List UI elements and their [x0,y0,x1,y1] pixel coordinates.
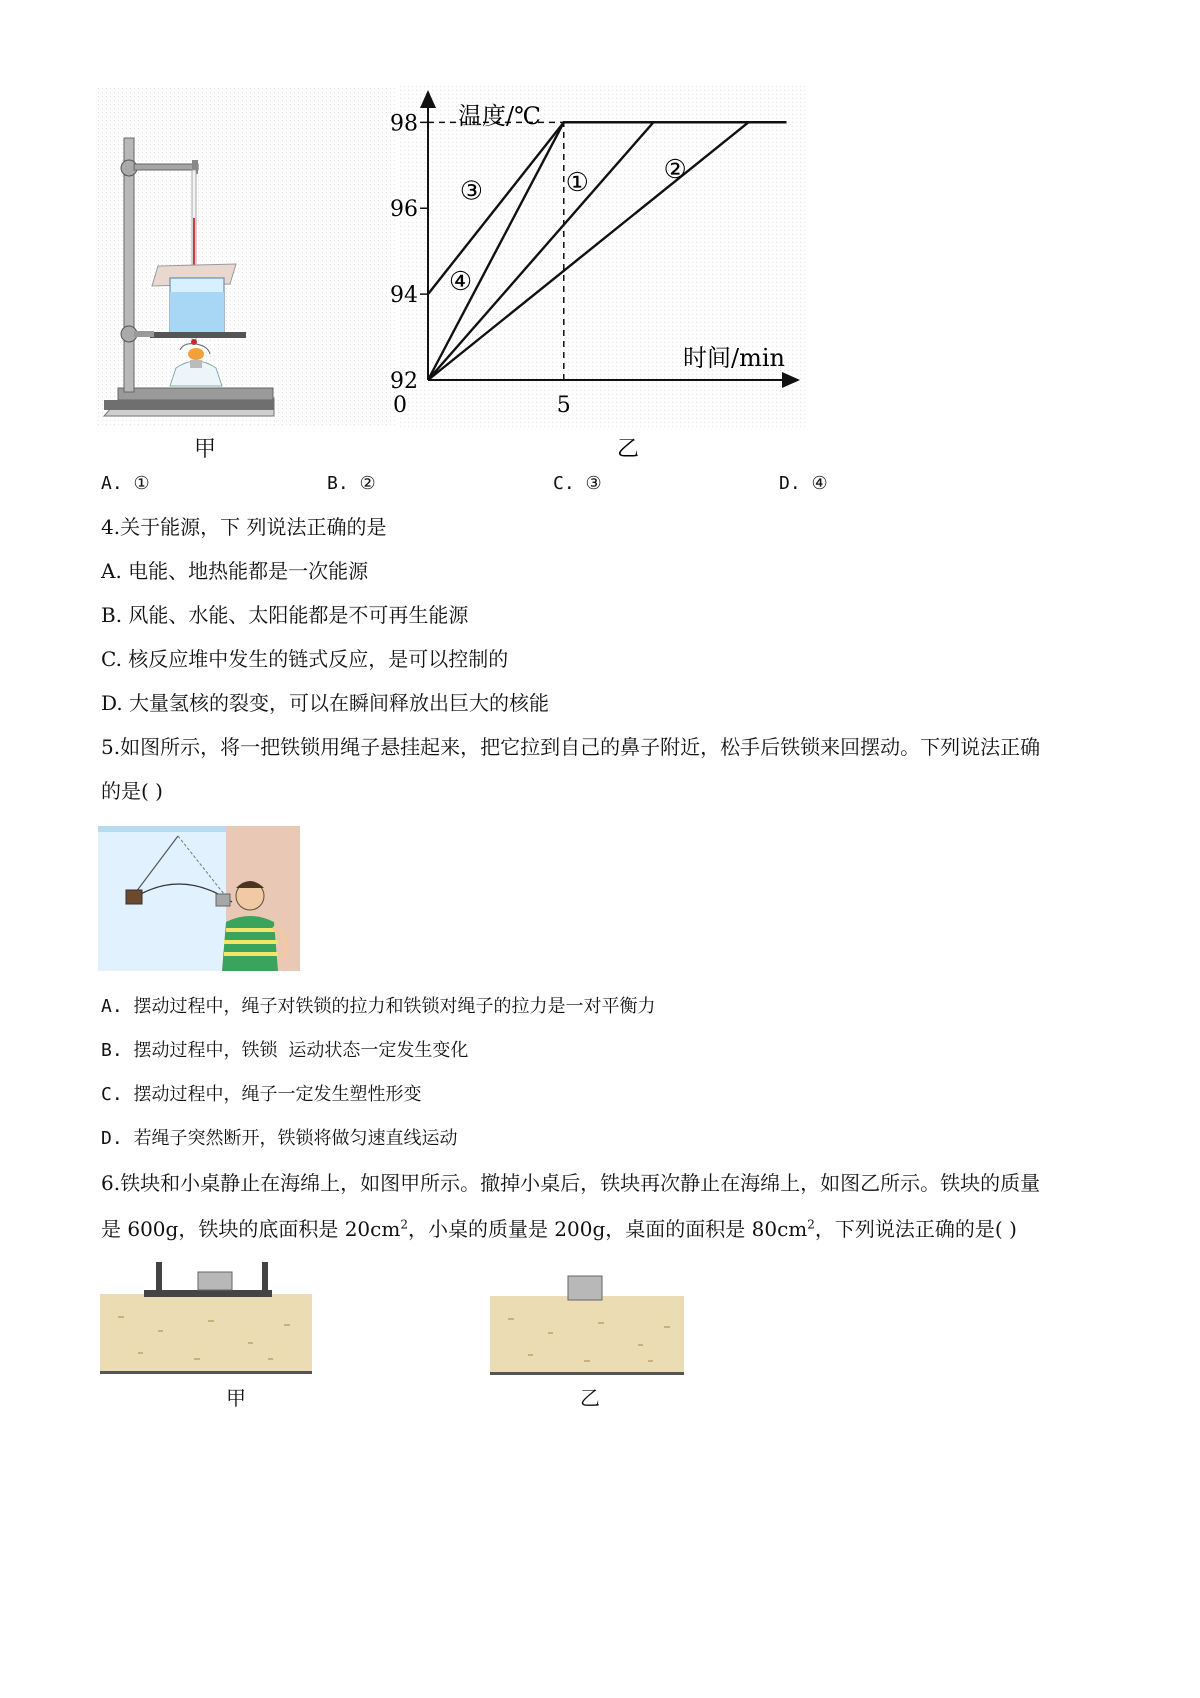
series-label-4: ② [663,155,687,186]
q6-unit-sup2: 2 [807,1217,815,1232]
x-tick-label-0: 0 [393,393,407,418]
q5-option-d[interactable]: D. 若绳子突然断开，铁锁将做匀速直线运动 [101,1128,458,1149]
q6-stem-line1: 6.铁块和小桌静止在海绵上，如图甲所示。撤掉小桌后，铁块再次静止在海绵上，如图乙所示。铁块的质量 [101,1171,1041,1195]
q4-stem: 4.关于能源，下 列说法正确的是 [101,515,387,539]
series-label-2: ④ [448,266,473,297]
q3-option-b[interactable]: B. ② [327,473,376,494]
q3-option-c[interactable]: C. ③ [553,473,602,494]
q6-figure-yi-caption: 乙 [580,1386,600,1410]
q5-pendulum-illustration [98,826,300,971]
q6-figure-jia [98,1258,314,1408]
y-tick-label-98: 98 [390,111,418,137]
figure-jia-apparatus [98,88,398,460]
q5-stem-line1: 5.如图所示，将一把铁锁用绳子悬挂起来，把它拉到自己的鼻子附近，松手后铁锁来回摆动。下列说法正确 [101,735,1041,759]
q6-figure-yi [488,1258,686,1408]
q3-option-d[interactable]: D. ④ [779,473,828,494]
q5-option-b[interactable]: B. 摆动过程中，铁锁 运动状态一定发生变化 [101,1040,469,1061]
q5-option-a[interactable]: A. 摆动过程中，绳子对铁锁的拉力和铁锁对绳子的拉力是一对平衡力 [101,996,656,1017]
q3-option-a[interactable]: A. ① [101,473,150,494]
figure-jia-caption: 甲 [194,437,217,462]
q5-option-c[interactable]: C. 摆动过程中，绳子一定发生塑性形变 [101,1084,422,1105]
temperature-time-chart [390,86,808,464]
q6-stem-part2: ，小桌的质量是 200g，桌面的面积是 80cm [407,1217,808,1241]
x-axis-label: 时间/min [683,344,785,372]
q4-option-a[interactable]: A. 电能、地热能都是一次能源 [101,559,369,583]
series-label-1: ③ [459,176,484,207]
q6-stem-part1: 是 600g，铁块的底面积是 20cm [101,1217,401,1241]
q6-stem-line2 [101,1215,1017,1243]
q6-stem-part3: ，下列说法正确的是( ) [814,1217,1017,1241]
q4-option-d[interactable]: D. 大量氢核的裂变，可以在瞬间释放出巨大的核能 [101,691,550,715]
q4-option-b[interactable]: B. 风能、水能、太阳能都是不可再生能源 [101,603,469,627]
figure-yi-caption: 乙 [616,437,640,462]
figure-yi-chart [390,86,808,464]
q5-stem-line2: 的是( ) [101,779,163,803]
y-tick-label-96: 96 [390,197,418,223]
x-tick-label-5: 5 [556,393,571,418]
y-tick-label-94: 94 [390,283,418,309]
q4-option-c[interactable]: C. 核反应堆中发生的链式反应，是可以控制的 [101,647,509,671]
y-axis-label: 温度/℃ [458,102,541,130]
apparatus-illustration [98,88,398,460]
q6-unit-sup1: 2 [400,1217,408,1232]
q6-figure-jia-caption: 甲 [226,1386,246,1410]
y-tick-label-92: 92 [390,369,418,394]
series-label-3: ① [565,168,589,199]
